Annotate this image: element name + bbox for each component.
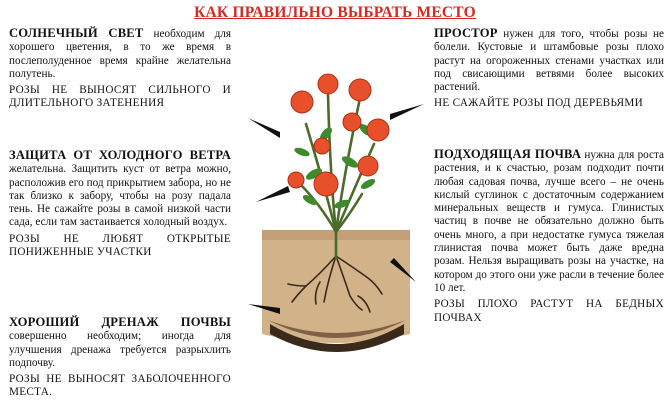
section-space [434,27,664,111]
section-text: нужен для того, чтобы розы не болели. Кустовые и штамбовые розы плохо растут на огороженных стенами участках или под свисающими ветвями более высоких растений. [434,28,665,94]
section-drainage [9,316,231,400]
section-note: РОЗЫ НЕ ВЫНОСЯТ СИЛЬНОГО И ДЛИТЕЛЬНОГО ЗАТЕНЕНИЯ [9,84,231,110]
section-heading: СОЛНЕЧНЫЙ СВЕТ [9,26,144,40]
rose-bush-illustration [240,34,432,374]
section-text: необходим для хорошего цветения, в то же время в послеполуденное время крайне желательна полутень. [9,28,231,80]
section-text: совершенно необходим; иногда для улучшения дренажа требуется разрыхлить подпочву. [9,330,231,369]
section-heading: ПРОСТОР [434,26,498,40]
section-soil [434,148,664,325]
section-heading: ЗАЩИТА ОТ ХОЛОДНОГО ВЕТРА [9,148,231,162]
section-text: нужна для роста растения, и к счастью, розам подходит почти любая садовая почва, лучше всего – не очень кислый суглинок с достаточным содержанием минеральных веществ и гумуса. Глинистых частиц в почве не обязательно должно быть очень много, а при недостатке гумуса тяжелая глинистая почва может быть даже вредна розам. Нельзя выращивать розы на участке, на котором до этого они уже расли в течение более 10 лет. [434,149,664,294]
section-heading: ПОДХОДЯЩАЯ ПОЧВА [434,147,582,161]
section-note: РОЗЫ НЕ ВЫНОСЯТ ЗАБОЛОЧЕННОГО МЕСТА. [9,373,231,399]
section-text: желательна. Защитить куст от ветра можно, расположив его под прикрытием забора, но не так близко к забору, чтобы на розу падала тень. Не сажайте розы в самой низкой части сада, если там застаивается холодный воздух. [9,163,231,229]
section-note: РОЗЫ ПЛОХО РАСТУТ НА БЕДНЫХ ПОЧВАХ [434,298,664,324]
section-sunlight [9,27,231,111]
section-note: НЕ САЖАЙТЕ РОЗЫ ПОД ДЕРЕВЬЯМИ [434,97,643,110]
section-heading: ХОРОШИЙ ДРЕНАЖ ПОЧВЫ [9,315,231,329]
section-note: РОЗЫ НЕ ЛЮБЯТ ОТКРЫТЫЕ ПОНИЖЕННЫЕ УЧАСТКИ [9,232,231,259]
section-wind [9,149,231,259]
rose-flowers [288,74,389,196]
page-title: КАК ПРАВИЛЬНО ВЫБРАТЬ МЕСТО [194,4,476,21]
